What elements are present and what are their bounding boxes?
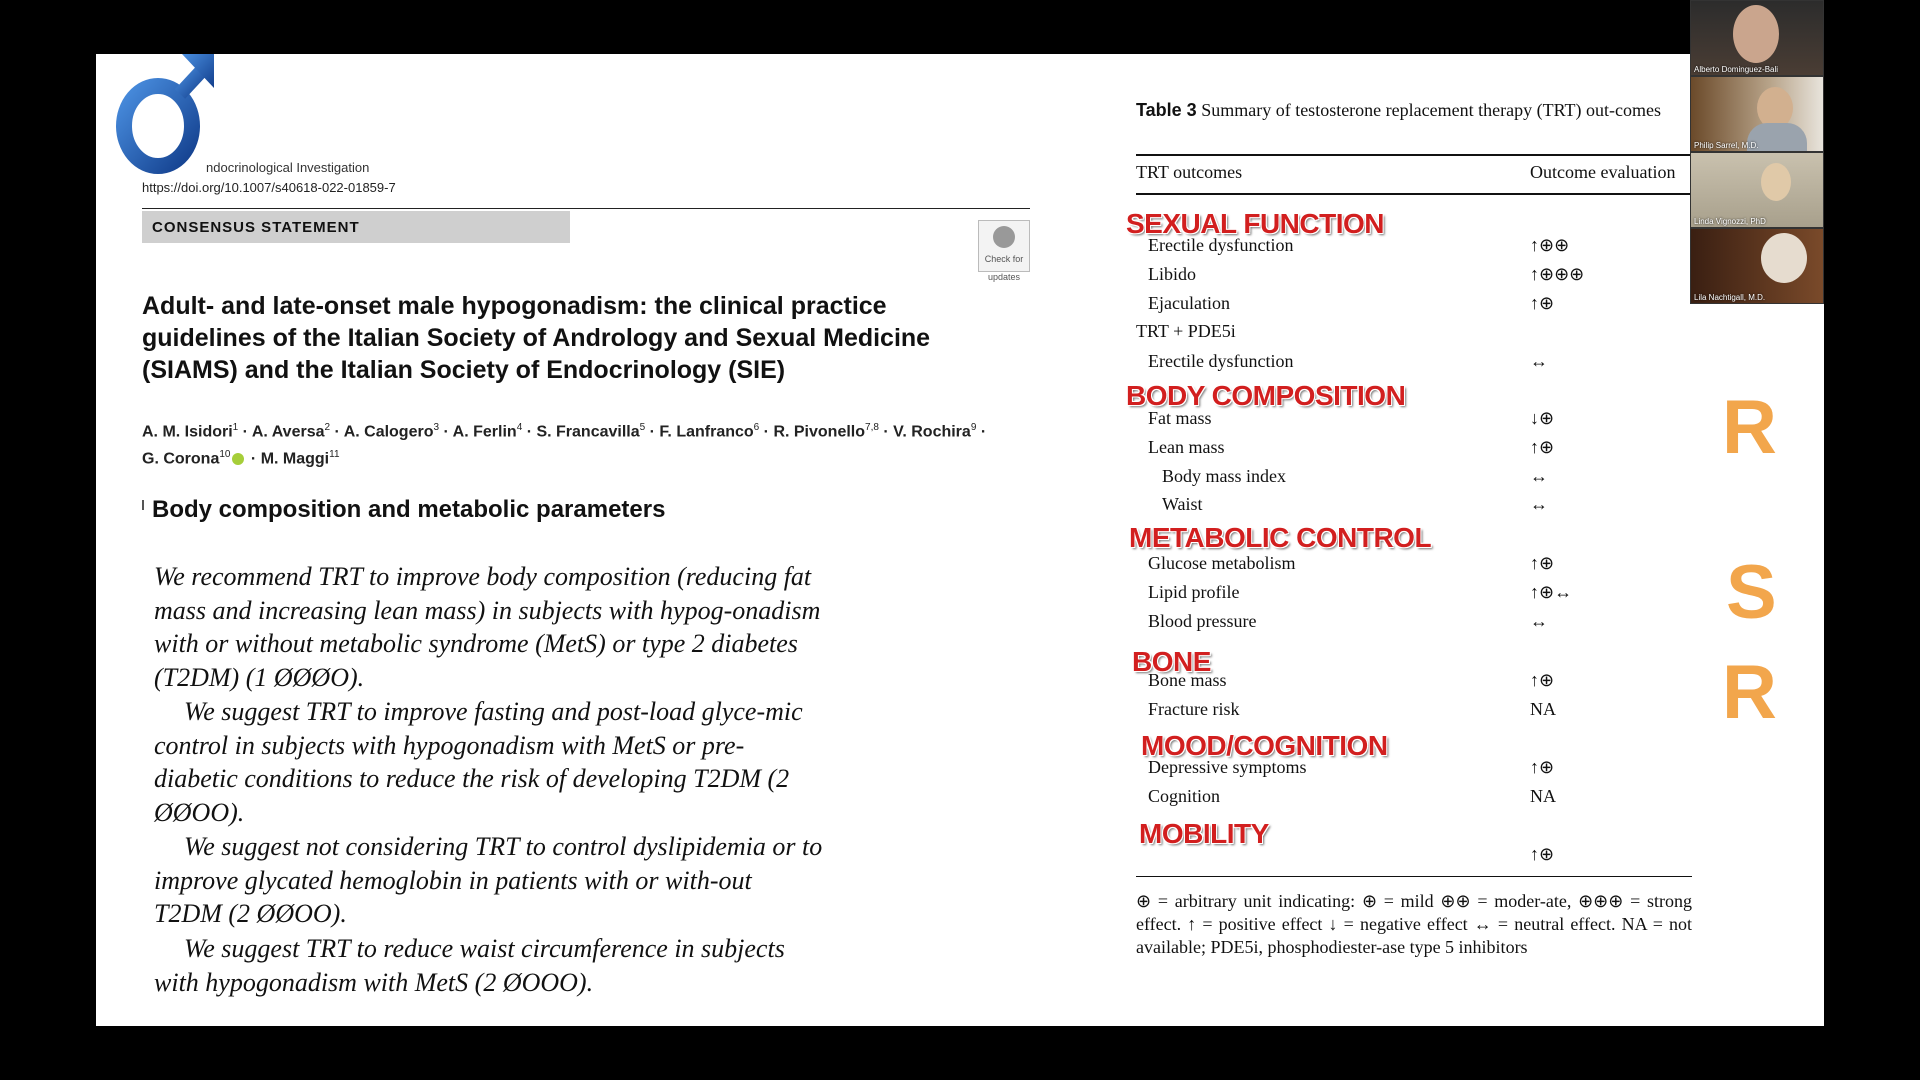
table-row-label: Fracture risk [1148, 699, 1240, 719]
table-row-value: ↑⊕↔ [1530, 582, 1573, 602]
author: S. Francavilla [536, 423, 640, 441]
recommendation-3: We suggest not considering TRT to control dyslipidemia or to improve glycated hemoglobin in patients with or with-out T2DM (2 ØØOO). [154, 832, 823, 928]
participant-name: Lila Nachtigall, M.D. [1694, 293, 1766, 302]
table-row-value: ↑⊕ [1530, 670, 1555, 690]
avatar [1761, 233, 1807, 283]
table-row-label: Blood pressure [1148, 611, 1257, 631]
table-row-label: Depressive symptoms [1148, 757, 1307, 777]
consensus-banner [142, 211, 570, 243]
category-metabolic-control: METABOLIC CONTROL [1129, 522, 1432, 553]
table-row-label: Body mass index [1162, 466, 1286, 486]
doi-link[interactable]: https://doi.org/10.1007/s40618-022-01859-7 [142, 180, 396, 195]
update-check-icon [993, 226, 1015, 248]
article-title: Adult- and late-onset male hypogonadism: the clinical practice guidelines of the Italian Society of Andrology and Sexual Medicine (SIAMS) and the Italian Society of Endocrinology (SIE) [142, 292, 931, 384]
table-row-value: ↔ [1530, 351, 1548, 371]
side-letter-r: R [1722, 385, 1777, 470]
author: G. Corona [142, 450, 220, 468]
participant-tile[interactable] [1690, 0, 1824, 76]
table-row-label: Bone mass [1148, 670, 1227, 690]
table-row-value: ↔ [1530, 611, 1548, 631]
table-row-value: ↑⊕⊕⊕ [1530, 264, 1585, 284]
author-affiliation: 4 [516, 422, 523, 433]
table-row-label: Waist [1162, 494, 1203, 514]
table-row-label: Libido [1148, 264, 1196, 284]
table-row-label: TRT + PDE5i [1136, 321, 1236, 341]
table-row-value: ↓⊕ [1530, 408, 1555, 428]
table-bottom-rule [1136, 876, 1692, 877]
category-mobility: MOBILITY [1139, 818, 1269, 849]
participant-name: Philip Sarrel, M.D. [1694, 141, 1759, 150]
recommendation-1: We recommend TRT to improve body composition (reducing fat mass and increasing lean mass) in subjects with hypog-onadism with or without metabolic syndrome (MetS) or type 2 diabetes (T2DM) (1 ØØØO). [154, 562, 821, 692]
author-affiliation: 3 [433, 422, 440, 433]
header-divider [142, 208, 1030, 209]
table-caption-text: Summary of testosterone replacement therapy (TRT) out-comes [1201, 100, 1661, 120]
avatar [1733, 5, 1779, 63]
table-row-value: ↔ [1530, 466, 1548, 486]
author-affiliation: 6 [753, 422, 760, 433]
table-row-value: ↑⊕ [1530, 437, 1555, 457]
author-affiliation: 11 [329, 449, 340, 461]
banner-label: CONSENSUS STATEMENT [152, 219, 360, 236]
author: V. Rochira [893, 423, 971, 441]
check-updates-label: Check for updates [984, 254, 1024, 282]
participant-name: Alberto Dominguez-Bali [1694, 65, 1779, 74]
table-header-rule [1136, 193, 1692, 195]
section-heading: Body composition and metabolic parameters [152, 496, 666, 523]
section-marker [142, 500, 144, 510]
recommendation-4: We suggest TRT to reduce waist circumference in subjects with hypogonadism with MetS (2 ØOOO). [154, 934, 785, 997]
category-sexual-function: SEXUAL FUNCTION [1126, 208, 1384, 239]
table-row-label: Cognition [1148, 786, 1221, 806]
table-row-value: ↑⊕ [1530, 553, 1555, 573]
recommendation-2: We suggest TRT to improve fasting and post-load glyce-mic control in subjects with hypogonadism with MetS or pre-diabetic conditions to reduce the risk of developing T2DM (2 ØØOO). [154, 697, 803, 827]
table-row-value: ↑⊕ [1530, 844, 1555, 864]
table-row-value: ↔ [1530, 494, 1548, 514]
table-row-value: ↑⊕ [1530, 293, 1555, 313]
participant-tile[interactable] [1690, 152, 1824, 228]
shared-slide [96, 54, 1824, 1026]
table-row-label: Erectile dysfunction [1148, 235, 1294, 255]
author: F. Lanfranco [659, 423, 754, 441]
column-header-evaluation: Outcome evaluation [1530, 162, 1676, 182]
participant-name: Linda Vignozzi, PhD [1694, 217, 1766, 226]
author: A. Calogero [343, 423, 434, 441]
table-footnote: ⊕ = arbitrary unit indicating: ⊕ = mild ⊕⊕ = moder-ate, ⊕⊕⊕ = strong effect. ↑ = positive effect ↓ = negative effect ↔ = neutral effect. NA = not available; PDE5i, phosphodiester-ase type 5 inhibitors [1136, 891, 1692, 957]
journal-name: ndocrinological Investigation [206, 160, 370, 175]
table-row-label: Glucose metabolism [1148, 553, 1296, 573]
category-body-composition: BODY COMPOSITION [1126, 380, 1406, 411]
author-affiliation: 9 [970, 422, 977, 433]
avatar [1761, 163, 1791, 201]
table-row-label: Erectile dysfunction [1148, 351, 1294, 371]
participant-tile[interactable] [1690, 76, 1824, 152]
column-header-outcomes: TRT outcomes [1136, 162, 1243, 182]
table-label: Table 3 [1136, 100, 1197, 120]
author-affiliation: 7,8 [865, 422, 879, 433]
author: R. Pivonello [773, 423, 866, 441]
category-mood-cognition: MOOD/COGNITION [1141, 730, 1388, 761]
author: M. Maggi [260, 450, 330, 468]
orcid-icon[interactable] [232, 453, 244, 465]
author-affiliation: 5 [639, 422, 646, 433]
table-row-value: NA [1530, 699, 1556, 719]
category-bone: BONE [1132, 646, 1211, 677]
table-row-label: Ejaculation [1148, 293, 1230, 313]
table-caption [1136, 98, 1692, 122]
author-affiliation: 10 [219, 449, 231, 461]
table-row-label: Fat mass [1148, 408, 1212, 428]
author-affiliation: 1 [232, 422, 239, 433]
table-row-value: ↑⊕⊕ [1530, 235, 1570, 255]
table-row-value: ↑⊕ [1530, 757, 1555, 777]
author: A. Ferlin [452, 423, 517, 441]
table-top-rule [1136, 154, 1692, 156]
side-letter-r: R [1722, 650, 1777, 735]
author: A. M. Isidori [142, 423, 233, 441]
participant-tile[interactable] [1690, 228, 1824, 304]
male-symbol-logo-icon [110, 54, 220, 174]
table-row-label: Lean mass [1148, 437, 1225, 457]
author: A. Aversa [251, 423, 325, 441]
check-for-updates-badge[interactable] [978, 220, 1030, 282]
author-list: A. M. Isidori$^1$ · A. Aversa$^2$ · A. Calogero$^3$ · A. Ferlin$^4$ · S. Francavilla$^5$ · F. Lanfranco$^6$ · R. Pivonello$^{7,8}$ · V. Rochira$^9$ · G. Corona$^{10}$ · M. Maggi$^{11}$ [142, 422, 987, 468]
side-letter-s: S [1726, 550, 1777, 635]
table-row-label: Lipid profile [1148, 582, 1240, 602]
table-row-value: NA [1530, 786, 1556, 806]
author-affiliation: 2 [324, 422, 331, 433]
